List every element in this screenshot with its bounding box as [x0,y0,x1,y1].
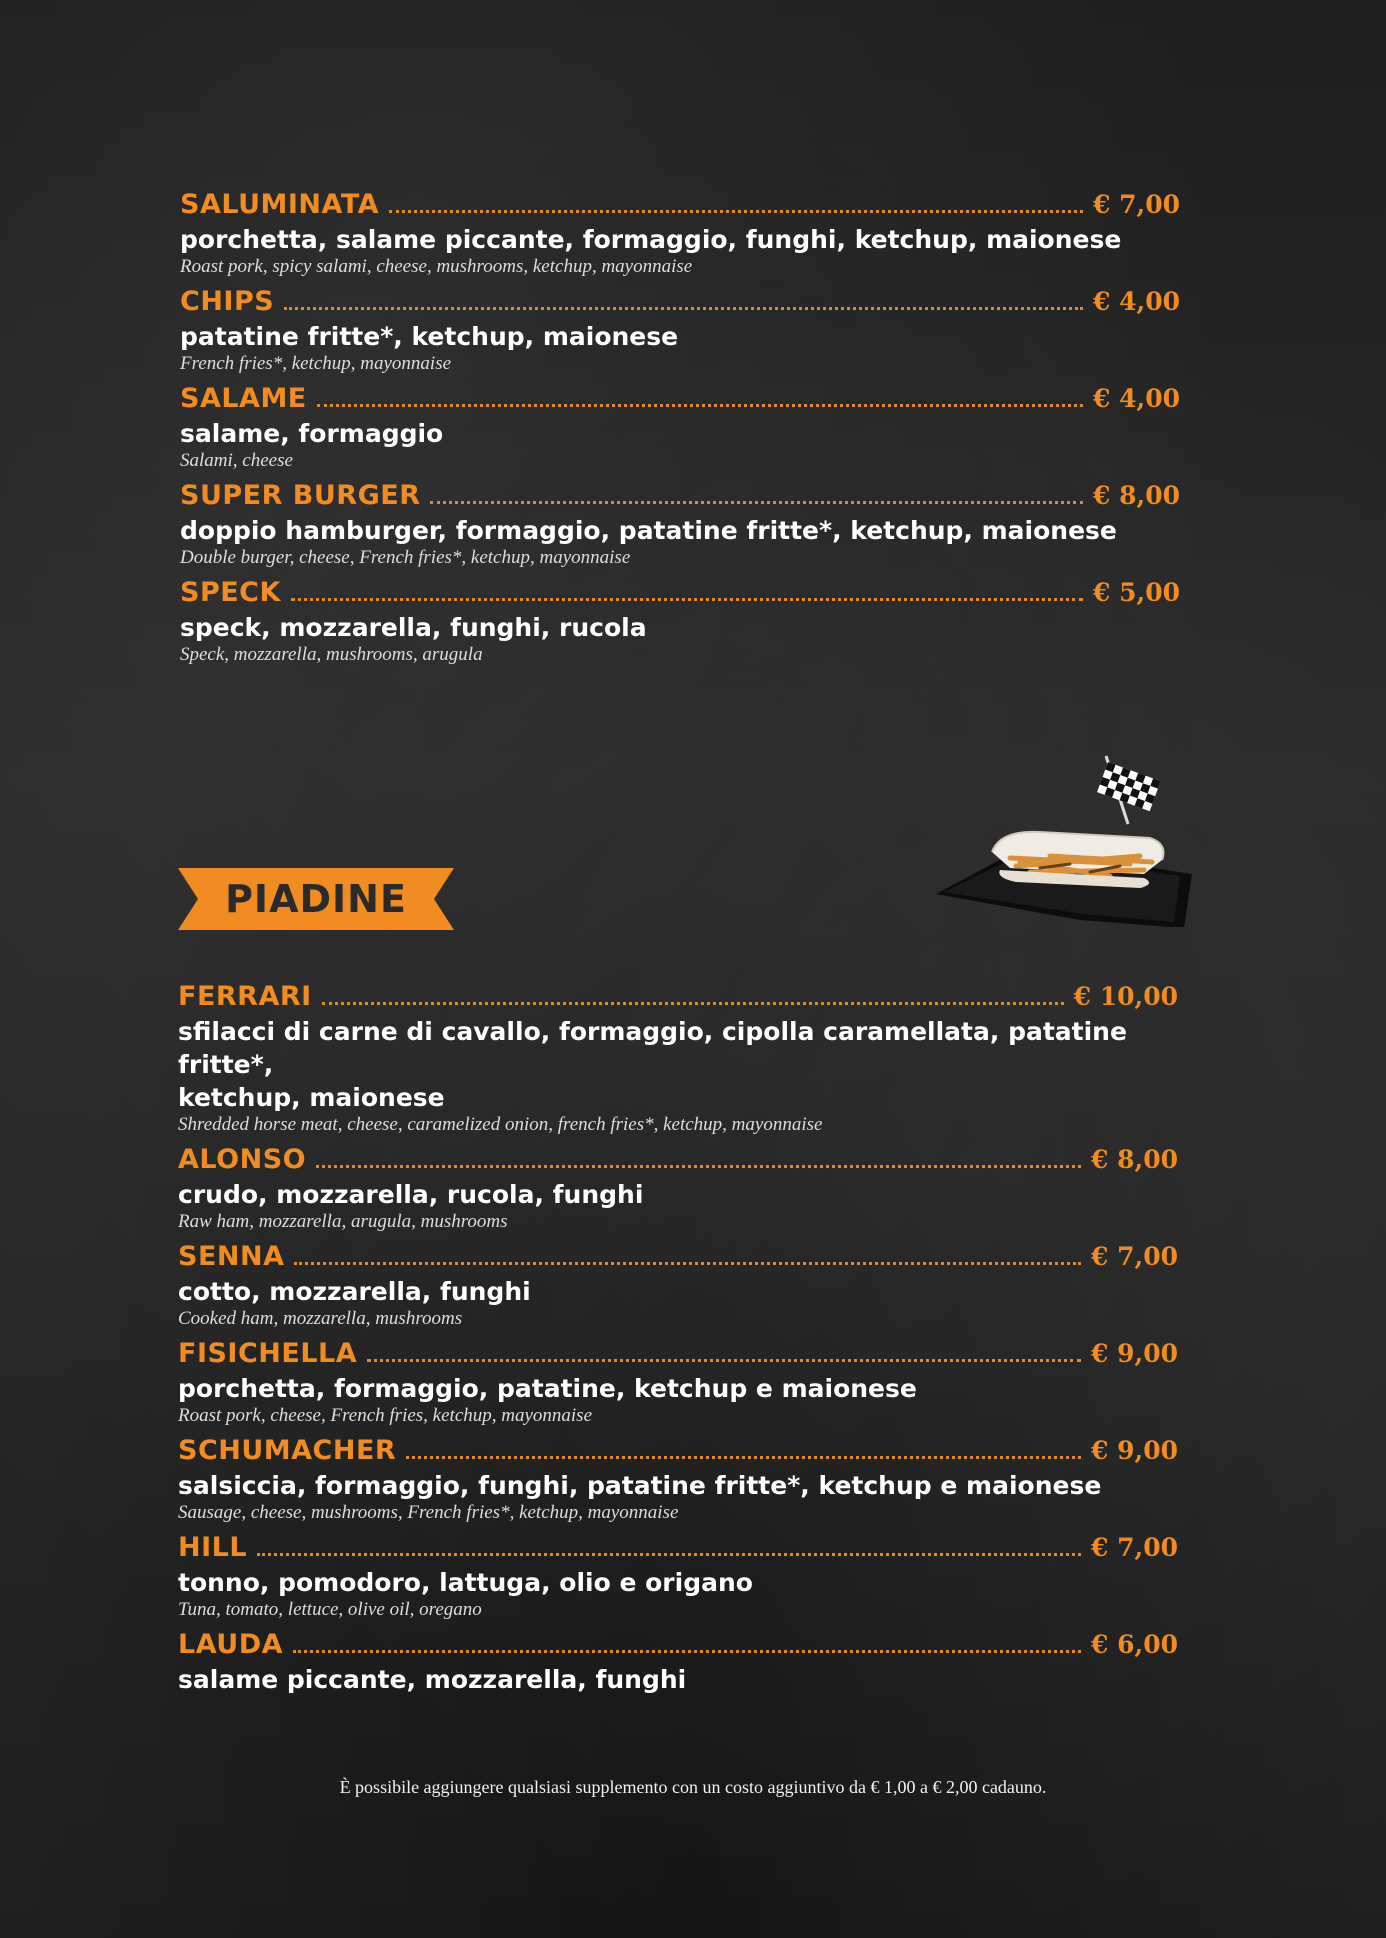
item-name: SPECK [180,577,281,608]
item-description-en: Roast pork, cheese, French fries, ketchup, mayonnaise [178,1405,593,1426]
item-price: € 8,00 [1093,481,1180,510]
item-title-row [178,980,1178,1014]
dot-leader [316,1165,1081,1168]
item-description-en: Tuna, tomato, lettuce, olive oil, oregano [178,1599,482,1620]
piadina-with-checkered-flag-icon [930,752,1200,927]
dot-leader [367,1359,1081,1362]
item-description-en: French fries*, ketchup, mayonnaise [180,353,452,374]
menu-item-hill [178,1531,1178,1621]
dot-leader [257,1553,1081,1556]
item-description-en: Cooked ham, mozzarella, mushrooms [178,1308,463,1329]
item-description-it: speck, mozzarella, funghi, rucola [180,613,647,642]
item-description-en: Salami, cheese [180,450,293,471]
item-description-it: patatine fritte*, ketchup, maionese [180,322,679,351]
item-description-it: tonno, pomodoro, lattuga, olio e origano [178,1568,753,1597]
item-description-en: Double burger, cheese, French fries*, ketchup, mayonnaise [180,547,631,568]
item-description-it: salsiccia, formaggio, funghi, patatine fritte*, ketchup e maionese [178,1471,1102,1500]
menu-item-fisichella [178,1337,1178,1427]
item-price: € 5,00 [1093,578,1180,607]
item-title-row [180,285,1180,319]
dot-leader [293,1650,1081,1653]
item-price: € 4,00 [1093,287,1180,316]
item-name: LAUDA [178,1629,284,1660]
item-description-en: Speck, mozzarella, mushrooms, arugula [180,644,483,665]
item-title-row [178,1531,1178,1565]
item-title-row [180,576,1180,610]
dot-leader [322,1002,1064,1005]
item-price: € 9,00 [1091,1436,1178,1465]
dot-leader [317,404,1083,407]
menu-item-lauda [178,1628,1178,1696]
item-name: SALAME [180,383,307,414]
item-title-row [178,1240,1178,1274]
menu-item-chips [180,285,1180,375]
item-description-it: salame, formaggio [180,419,444,448]
menu-item-salame [180,382,1180,472]
item-name: HILL [178,1532,248,1563]
item-price: € 9,00 [1091,1339,1178,1368]
dot-leader [291,598,1083,601]
item-price: € 4,00 [1093,384,1180,413]
item-name: FISICHELLA [178,1338,358,1369]
section-title: PIADINE [225,877,407,921]
item-description-it: porchetta, salame piccante, formaggio, funghi, ketchup, maionese [180,225,1122,254]
top-menu-list [180,188,1180,673]
item-title-row [178,1628,1178,1662]
item-title-row [180,188,1180,222]
menu-item-senna [178,1240,1178,1330]
item-description-it: porchetta, formaggio, patatine, ketchup e maionese [178,1374,917,1403]
menu-item-saluminata [180,188,1180,278]
menu-item-speck [180,576,1180,666]
item-price: € 7,00 [1093,190,1180,219]
item-name: FERRARI [178,981,312,1012]
item-description-it: crudo, mozzarella, rucola, funghi [178,1180,644,1209]
section-banner-piadine [178,868,454,930]
dot-leader [430,501,1083,504]
item-description-en: Raw ham, mozzarella, arugula, mushrooms [178,1211,508,1232]
item-title-row [180,479,1180,513]
item-description-it: cotto, mozzarella, funghi [178,1277,531,1306]
item-description-it: doppio hamburger, formaggio, patatine fritte*, ketchup, maionese [180,516,1117,545]
menu-item-super-burger [180,479,1180,569]
supplement-footnote: È possibile aggiungere qualsiasi supplemento con un costo aggiuntivo da € 1,00 a € 2,00 cadauno. [339,1777,1047,1797]
item-description-it-continued: ketchup, maionese [178,1083,445,1112]
item-name: CHIPS [180,286,275,317]
menu-item-schumacher [178,1434,1178,1524]
menu-item-ferrari [178,980,1178,1136]
dot-leader [406,1456,1081,1459]
item-description-en: Shredded horse meat, cheese, caramelized onion, french fries*, ketchup, mayonnaise [178,1114,823,1135]
item-title-row [178,1143,1178,1177]
item-title-row [178,1434,1178,1468]
item-title-row [178,1337,1178,1371]
item-description-it: salame piccante, mozzarella, funghi [178,1665,687,1694]
menu-item-alonso [178,1143,1178,1233]
item-name: ALONSO [178,1144,307,1175]
item-name: SALUMINATA [180,189,380,220]
dot-leader [294,1262,1081,1265]
piadine-menu-list [178,980,1178,1696]
item-description-en: Sausage, cheese, mushrooms, French fries*, ketchup, mayonnaise [178,1502,679,1523]
item-description-en: Roast pork, spicy salami, cheese, mushrooms, ketchup, mayonnaise [180,256,693,277]
item-price: € 6,00 [1091,1630,1178,1659]
item-description-it: sfilacci di carne di cavallo, formaggio, cipolla caramellata, patatine fritte*, [178,1017,1127,1079]
dot-leader [284,307,1083,310]
item-price: € 8,00 [1091,1145,1178,1174]
item-name: SCHUMACHER [178,1435,397,1466]
item-name: SUPER BURGER [180,480,421,511]
item-price: € 7,00 [1091,1242,1178,1271]
item-name: SENNA [178,1241,285,1272]
dot-leader [389,210,1083,213]
item-price: € 7,00 [1091,1533,1178,1562]
item-title-row [180,382,1180,416]
item-price: € 10,00 [1073,982,1178,1011]
